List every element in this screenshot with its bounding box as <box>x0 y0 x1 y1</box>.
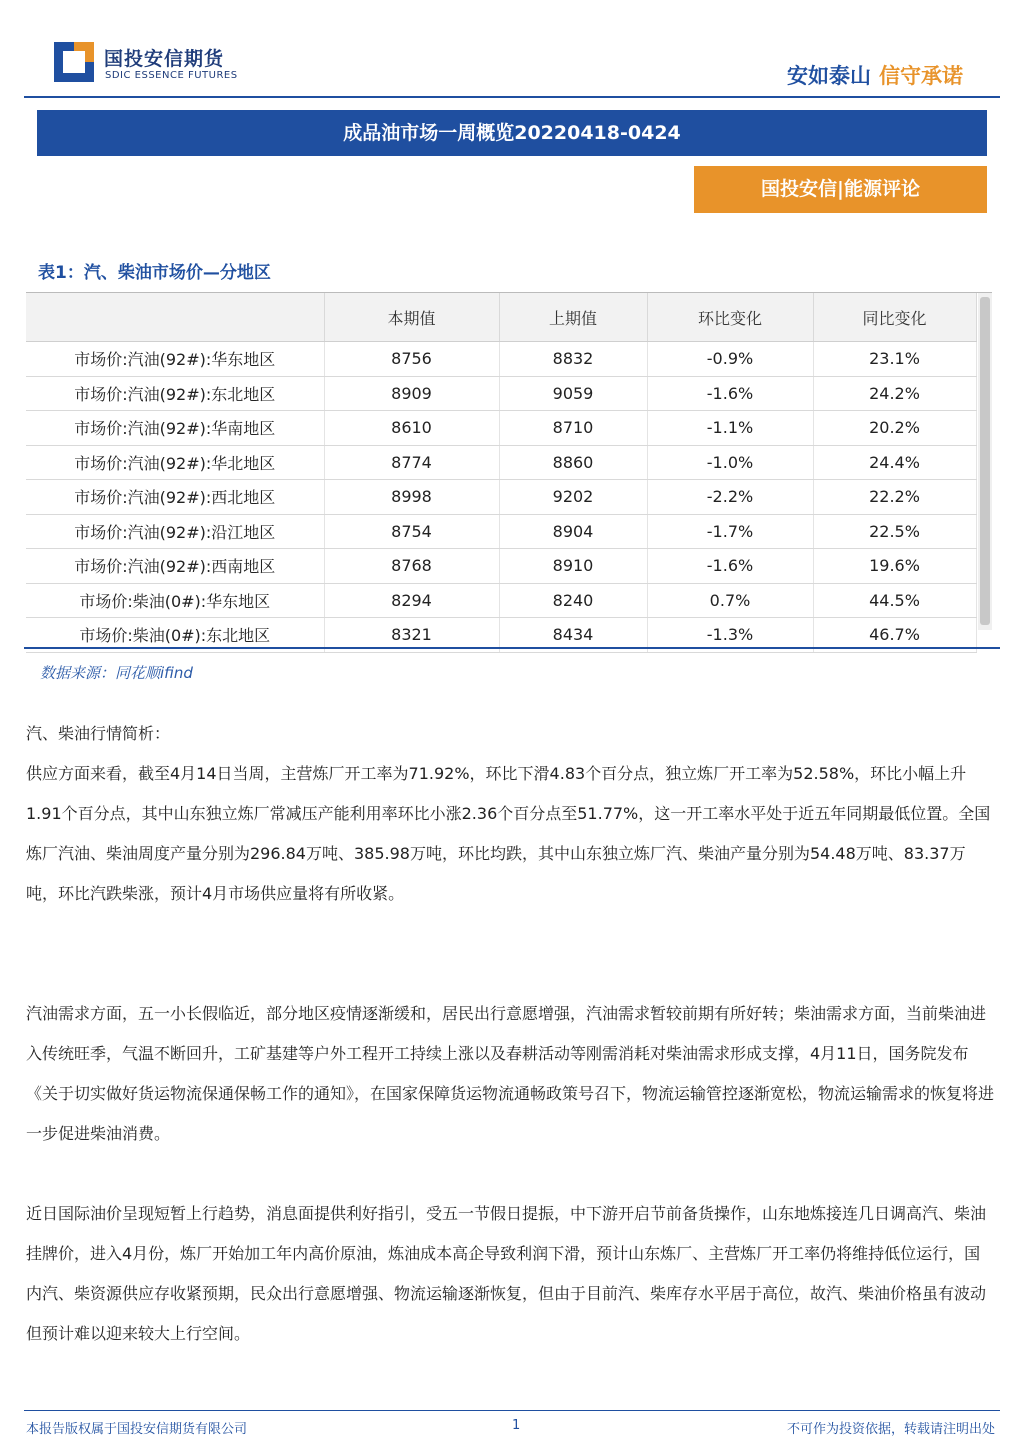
footer-copyright: 本报告版权属于国投安信期货有限公司 <box>26 1422 248 1437</box>
mom-change-cell: -1.7% <box>647 514 813 549</box>
logo-mark-icon <box>54 42 94 82</box>
analysis-paragraph-supply: 供应方面来看，截至4月14日当周，主营炼厂开工率为71.92%，环比下滑4.83个百分点，独立炼厂开工率为52.58%，环比小幅上升1.91个百分点，其中山东独立炼厂常减压产能利用率环比小涨2.36个百分点至51.77%，这一开工率水平处于近五年同期最低位置。全国炼厂汽油、柴油周度产量分别为296.84万吨、385.98万吨，环比均跌，其中山东独立炼厂汽、柴油产量分别为54.48万吨、83.37万吨，环比汽跌柴涨，预计4月市场供应量将有所收紧。 <box>26 764 991 903</box>
previous-value-cell: 8240 <box>499 583 647 618</box>
header-cell-label <box>26 293 324 342</box>
price-table <box>26 293 977 653</box>
mom-change-cell: -2.2% <box>647 480 813 515</box>
current-value-cell: 8909 <box>324 376 499 411</box>
mom-change-cell: -0.9% <box>647 342 813 377</box>
current-value-cell: 8998 <box>324 480 499 515</box>
row-label-cell: 市场价:柴油(0#):华东地区 <box>26 583 324 618</box>
mom-change-cell: -1.0% <box>647 445 813 480</box>
table-divider <box>24 647 1000 649</box>
current-value-cell: 8321 <box>324 618 499 653</box>
logo-english-name: SDIC ESSENCE FUTURES <box>105 70 238 81</box>
yoy-change-cell: 20.2% <box>813 411 976 446</box>
yoy-change-cell: 24.4% <box>813 445 976 480</box>
page-number: 1 <box>512 1418 521 1433</box>
mom-change-cell: -1.1% <box>647 411 813 446</box>
previous-value-cell: 8832 <box>499 342 647 377</box>
price-table-container[interactable] <box>26 292 992 646</box>
row-label-cell: 市场价:汽油(92#):西南地区 <box>26 549 324 584</box>
yoy-change-cell: 44.5% <box>813 583 976 618</box>
yoy-change-cell: 22.5% <box>813 514 976 549</box>
previous-value-cell: 8860 <box>499 445 647 480</box>
slogan-part-2: 信守承诺 <box>879 64 963 88</box>
row-label-cell: 市场价:汽油(92#):西北地区 <box>26 480 324 515</box>
table-row <box>26 411 976 446</box>
slogan-part-1: 安如泰山 <box>787 64 871 88</box>
previous-value-cell: 9059 <box>499 376 647 411</box>
scrollbar-thumb[interactable] <box>980 297 990 625</box>
current-value-cell: 8774 <box>324 445 499 480</box>
header-cell-yoy: 同比变化 <box>813 293 976 342</box>
yoy-change-cell: 23.1% <box>813 342 976 377</box>
table-caption: 表1：汽、柴油市场价—分地区 <box>38 263 271 283</box>
previous-value-cell: 8710 <box>499 411 647 446</box>
header-divider <box>24 96 1000 98</box>
current-value-cell: 8756 <box>324 342 499 377</box>
header-cell-current: 本期值 <box>324 293 499 342</box>
logo-chinese-name: 国投安信期货 <box>104 48 225 70</box>
header-cell-previous: 上期值 <box>499 293 647 342</box>
mom-change-cell: -1.6% <box>647 549 813 584</box>
previous-value-cell: 8434 <box>499 618 647 653</box>
analysis-heading: 汽、柴油行情简析： <box>26 724 171 743</box>
previous-value-cell: 8910 <box>499 549 647 584</box>
footer-disclaimer: 不可作为投资依据，转载请注明出处 <box>786 1422 995 1437</box>
row-label-cell: 市场价:汽油(92#):华北地区 <box>26 445 324 480</box>
slogan <box>787 60 963 90</box>
previous-value-cell: 9202 <box>499 480 647 515</box>
row-label-cell: 市场价:汽油(92#):东北地区 <box>26 376 324 411</box>
mom-change-cell: 0.7% <box>647 583 813 618</box>
company-logo <box>54 42 238 88</box>
table-row <box>26 549 976 584</box>
table-row <box>26 445 976 480</box>
table-row <box>26 480 976 515</box>
row-label-cell: 市场价:柴油(0#):东北地区 <box>26 618 324 653</box>
report-title: 成品油市场一周概览20220418-0424 <box>37 110 987 156</box>
yoy-change-cell: 46.7% <box>813 618 976 653</box>
analysis-paragraph-demand: 汽油需求方面，五一小长假临近，部分地区疫情逐渐缓和，居民出行意愿增强，汽油需求暂较前期有所好转；柴油需求方面，当前柴油进入传统旺季，气温不断回升，工矿基建等户外工程开工持续上涨以及春耕活动等刚需消耗对柴油需求形成支撑，4月11日，国务院发布《关于切实做好货运物流保通保畅工作的通知》，在国家保障货运物流通畅政策号召下，物流运输管控逐渐宽松，物流运输需求的恢复将进一步促进柴油消费。 <box>26 1004 995 1143</box>
previous-value-cell: 8904 <box>499 514 647 549</box>
table-row <box>26 583 976 618</box>
yoy-change-cell: 22.2% <box>813 480 976 515</box>
current-value-cell: 8294 <box>324 583 499 618</box>
table-row <box>26 376 976 411</box>
yoy-change-cell: 19.6% <box>813 549 976 584</box>
yoy-change-cell: 24.2% <box>813 376 976 411</box>
current-value-cell: 8754 <box>324 514 499 549</box>
row-label-cell: 市场价:汽油(92#):沿江地区 <box>26 514 324 549</box>
table-header-row <box>26 293 976 342</box>
row-label-cell: 市场价:汽油(92#):华南地区 <box>26 411 324 446</box>
current-value-cell: 8610 <box>324 411 499 446</box>
section-tag: 国投安信|能源评论 <box>694 166 987 213</box>
mom-change-cell: -1.6% <box>647 376 813 411</box>
analysis-paragraph-outlook: 近日国际油价呈现短暂上行趋势，消息面提供利好指引，受五一节假日提振，中下游开启节前备货操作，山东地炼接连几日调高汽、柴油挂牌价，进入4月份，炼厂开始加工年内高价原油，炼油成本高企导致利润下滑，预计山东炼厂、主营炼厂开工率仍将维持低位运行，国内汽、柴资源供应存收紧预期，民众出行意愿增强、物流运输逐渐恢复，但由于目前汽、柴库存水平居于高位，故汽、柴油价格虽有波动但预计难以迎来较大上行空间。 <box>26 1204 987 1343</box>
table-scrollbar[interactable] <box>978 293 992 630</box>
mom-change-cell: -1.3% <box>647 618 813 653</box>
data-source: 数据来源：同花顺ifind <box>40 664 193 682</box>
header-cell-mom: 环比变化 <box>647 293 813 342</box>
current-value-cell: 8768 <box>324 549 499 584</box>
table-row <box>26 342 976 377</box>
footer-divider <box>24 1410 1000 1411</box>
table-row <box>26 514 976 549</box>
row-label-cell: 市场价:汽油(92#):华东地区 <box>26 342 324 377</box>
